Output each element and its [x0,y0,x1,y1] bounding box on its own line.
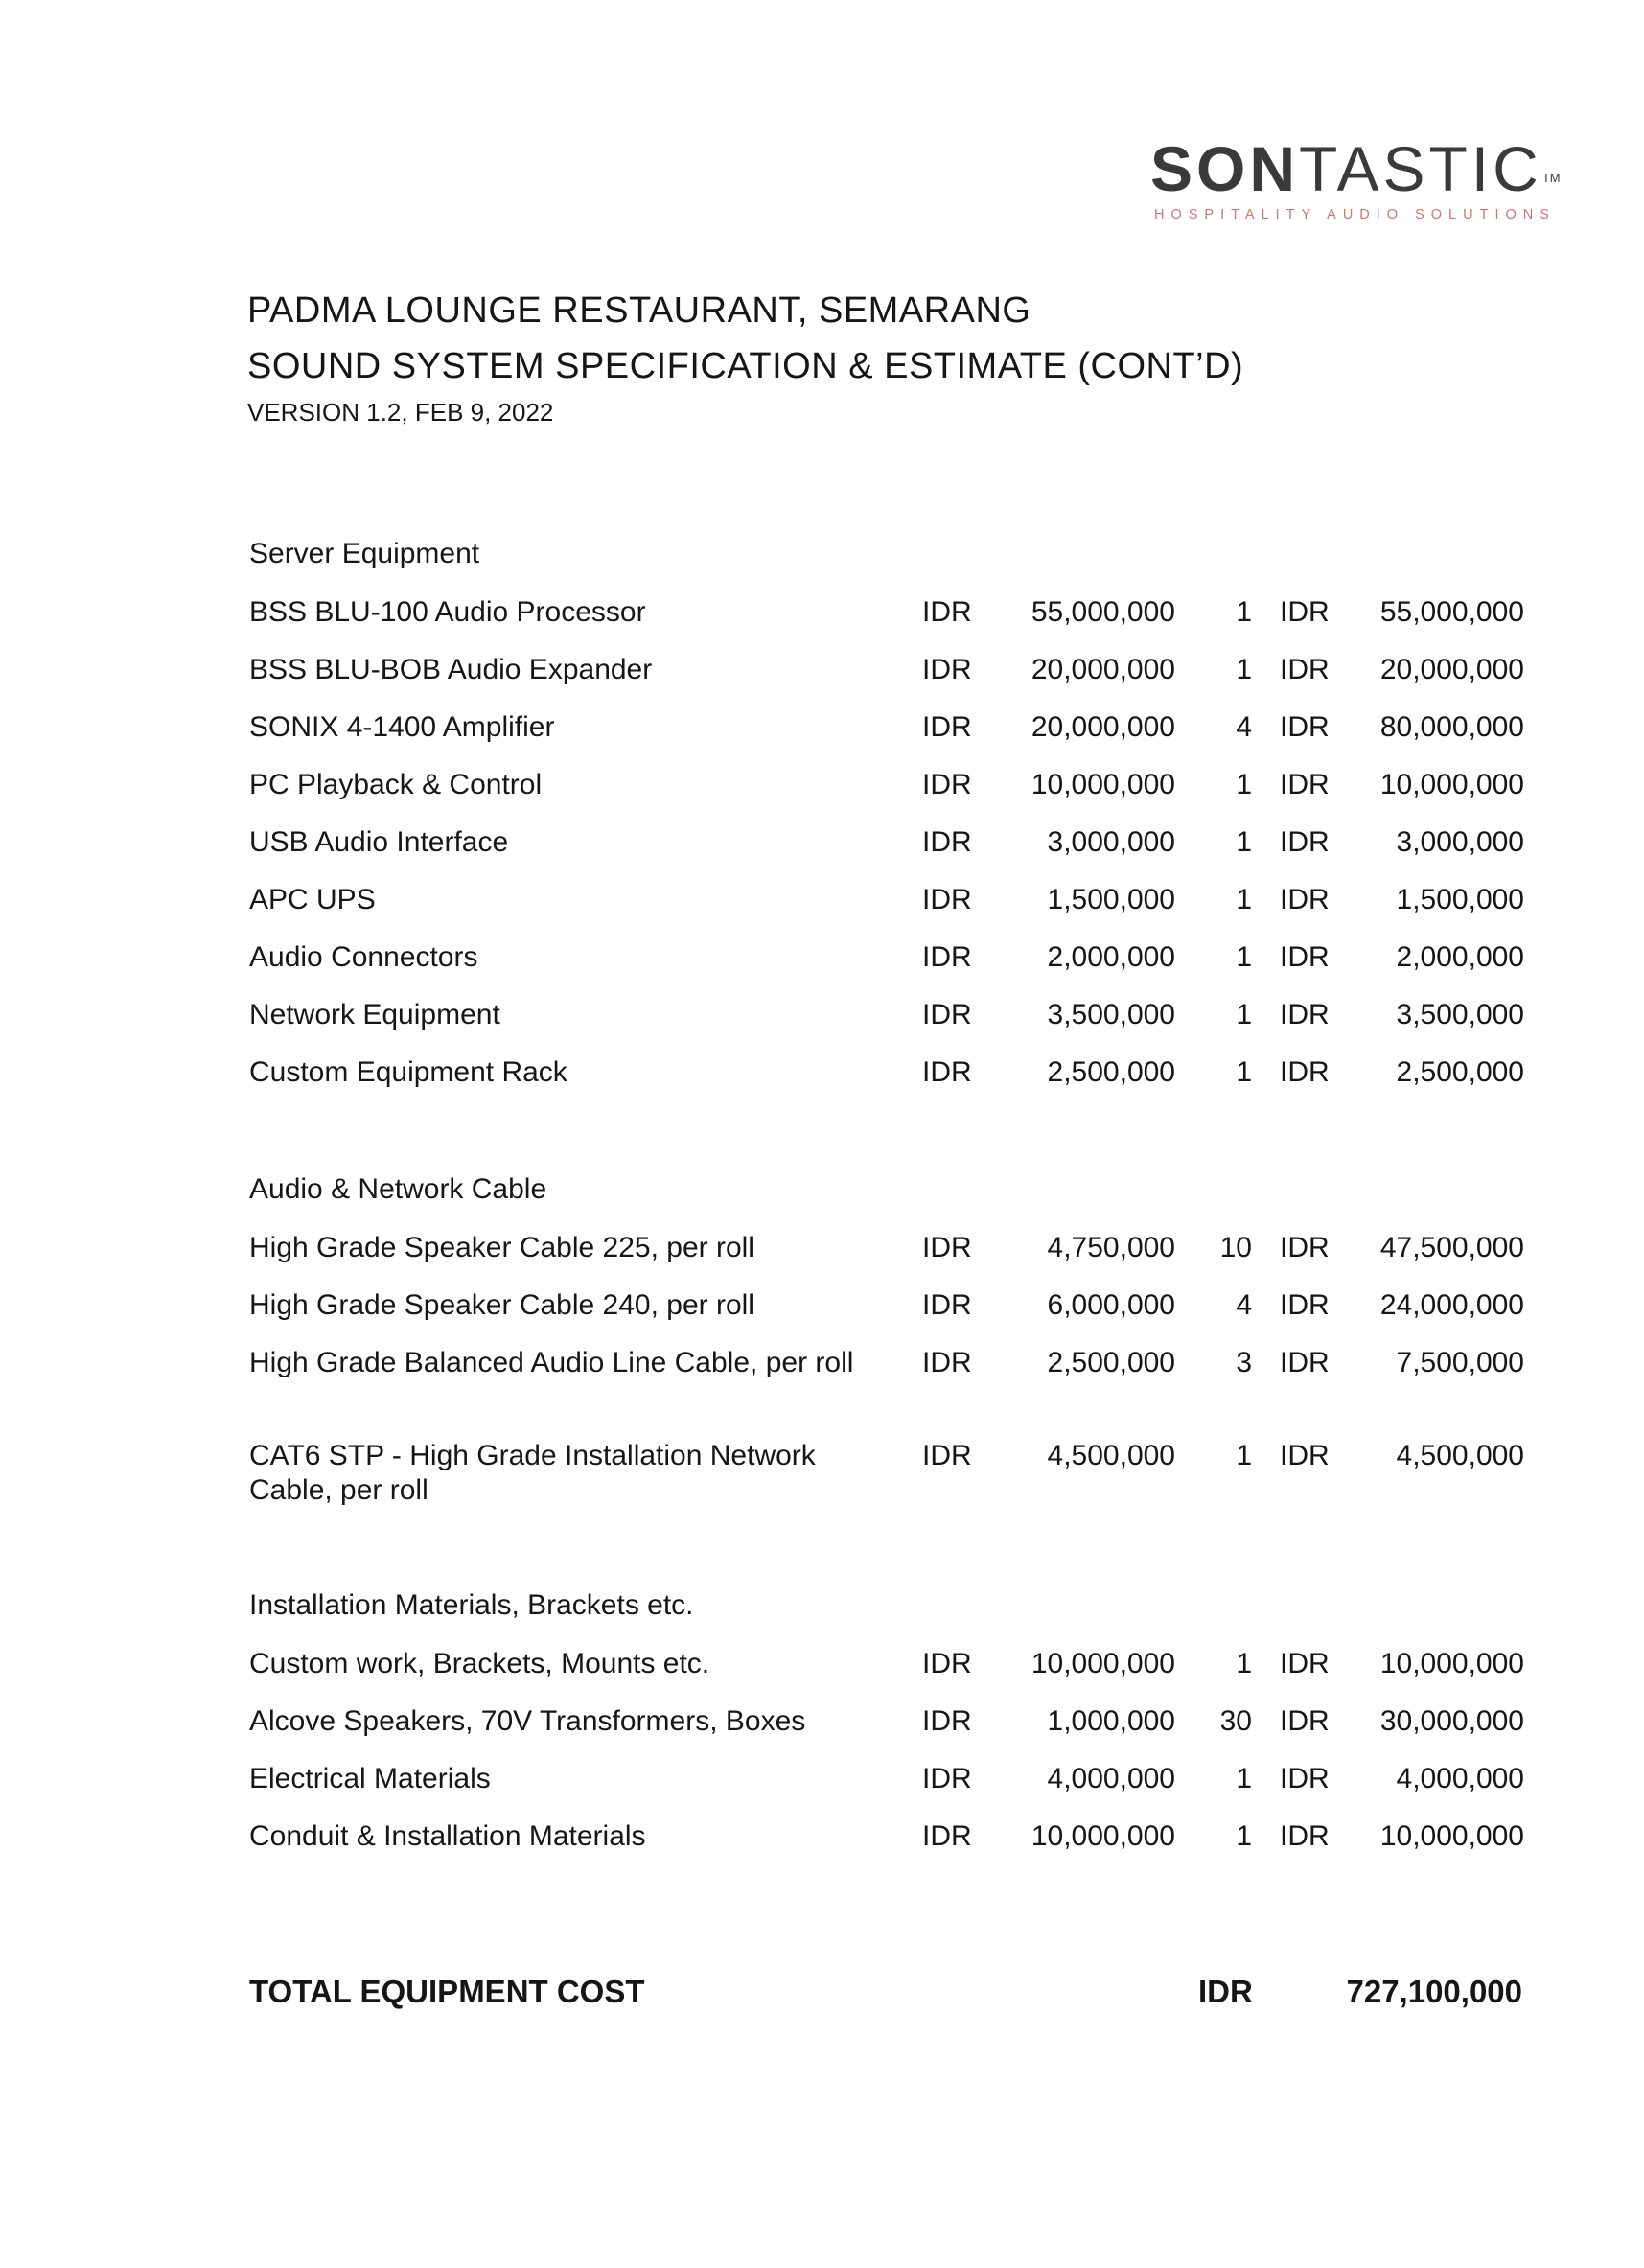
unit-price: 4,500,000 [1047,1440,1175,1471]
quantity: 1 [1236,826,1252,858]
item-name: Alcove Speakers, 70V Transformers, Boxes [249,1705,806,1737]
line-total: 2,500,000 [1396,1056,1524,1088]
line-item [249,1819,1524,1858]
document-title-line1: PADMA LOUNGE RESTAURANT, SEMARANG [247,290,1031,331]
unit-price-currency: IDR [922,769,972,800]
line-total-currency: IDR [1280,1648,1330,1679]
unit-price-currency: IDR [922,1648,972,1679]
sontastic-logo [1150,132,1567,222]
unit-price-currency: IDR [922,1232,972,1263]
unit-price-currency: IDR [922,1820,972,1852]
line-total: 2,000,000 [1396,941,1524,973]
line-item [249,883,1524,921]
item-name: APC UPS [249,884,376,915]
unit-price: 10,000,000 [1030,1820,1175,1852]
line-item [249,1439,1524,1512]
unit-price: 2,000,000 [1047,941,1175,973]
quantity: 1 [1236,1763,1252,1794]
logo-wordmark [1150,132,1567,205]
unit-price: 4,000,000 [1047,1763,1175,1794]
item-name: BSS BLU-100 Audio Processor [249,596,646,628]
line-total: 1,500,000 [1396,884,1524,915]
line-total-currency: IDR [1280,769,1330,800]
unit-price-currency: IDR [922,1763,972,1794]
quantity: 1 [1236,654,1252,685]
line-item [249,1231,1524,1269]
unit-price: 10,000,000 [1030,1648,1175,1679]
grand-total-row [249,1973,1524,2015]
line-item [249,1346,1524,1419]
line-item [249,710,1524,749]
item-name: SONIX 4-1400 Amplifier [249,711,555,743]
item-name: PC Playback & Control [249,769,543,800]
item-name: Conduit & Installation Materials [249,1820,646,1852]
line-total: 3,000,000 [1396,826,1524,858]
line-total-currency: IDR [1280,654,1330,685]
line-total-currency: IDR [1280,711,1330,743]
section-heading-audio-network-cable: Audio & Network Cable [249,1173,547,1205]
line-total: 4,000,000 [1396,1763,1524,1794]
line-total-currency: IDR [1280,1232,1330,1263]
unit-price: 1,500,000 [1047,884,1175,915]
unit-price-currency: IDR [922,941,972,973]
unit-price-currency: IDR [922,999,972,1030]
line-item [249,825,1524,864]
unit-price-currency: IDR [922,654,972,685]
line-total-currency: IDR [1280,1763,1330,1794]
item-name: Electrical Materials [249,1763,491,1794]
line-total-currency: IDR [1280,596,1330,628]
unit-price: 2,500,000 [1047,1347,1175,1378]
line-item [249,998,1524,1036]
grand-total-value: 727,100,000 [1346,1974,1522,2009]
line-item [249,1704,1524,1743]
unit-price-currency: IDR [922,1440,972,1471]
unit-price-currency: IDR [922,884,972,915]
section-heading-server-equipment: Server Equipment [249,538,480,569]
quantity: 1 [1236,596,1252,628]
unit-price-currency: IDR [922,711,972,743]
item-name: High Grade Balanced Audio Line Cable, per roll [249,1347,854,1378]
line-item [249,1762,1524,1800]
unit-price-currency: IDR [922,1289,972,1321]
line-item [249,1055,1524,1094]
grand-total-label: TOTAL EQUIPMENT COST [249,1974,645,2009]
line-total-currency: IDR [1280,1820,1330,1852]
logo-brand-light: TASTIC [1299,133,1542,204]
item-name: High Grade Speaker Cable 240, per roll [249,1289,754,1321]
section-heading-installation-materials: Installation Materials, Brackets etc. [249,1589,694,1621]
line-total-currency: IDR [1280,941,1330,973]
unit-price: 2,500,000 [1047,1056,1175,1088]
line-total-currency: IDR [1280,1705,1330,1737]
quantity: 3 [1236,1347,1252,1378]
item-name: CAT6 STP - High Grade Installation Network Cable, per roll [249,1440,816,1506]
quantity: 10 [1219,1232,1252,1263]
item-name: BSS BLU-BOB Audio Expander [249,654,653,685]
unit-price: 4,750,000 [1047,1232,1175,1263]
quantity: 4 [1236,711,1252,743]
unit-price: 20,000,000 [1030,711,1175,743]
line-item [249,1647,1524,1685]
line-total-currency: IDR [1280,1056,1330,1088]
line-item [249,768,1524,806]
quantity: 1 [1236,999,1252,1030]
line-total: 47,500,000 [1379,1232,1524,1263]
quantity: 1 [1236,1820,1252,1852]
logo-tagline: HOSPITALITY AUDIO SOLUTIONS [1154,207,1556,222]
logo-trademark: TM [1541,171,1561,185]
item-name: USB Audio Interface [249,826,509,858]
item-name: Custom work, Brackets, Mounts etc. [249,1648,710,1679]
line-item [249,940,1524,979]
unit-price: 55,000,000 [1030,596,1175,628]
line-total: 20,000,000 [1379,654,1524,685]
line-item [249,595,1524,634]
unit-price-currency: IDR [922,826,972,858]
quantity: 1 [1236,1648,1252,1679]
line-total-currency: IDR [1280,999,1330,1030]
quantity: 30 [1219,1705,1252,1737]
unit-price: 3,000,000 [1047,826,1175,858]
quantity: 1 [1236,884,1252,915]
quantity: 1 [1236,769,1252,800]
unit-price: 6,000,000 [1047,1289,1175,1321]
line-total: 55,000,000 [1379,596,1524,628]
line-item [249,653,1524,691]
document-version: VERSION 1.2, FEB 9, 2022 [247,398,554,427]
item-name: Audio Connectors [249,941,478,973]
unit-price-currency: IDR [922,596,972,628]
line-total: 80,000,000 [1379,711,1524,743]
document-title-line2: SOUND SYSTEM SPECIFICATION & ESTIMATE (CONT’D) [247,346,1244,386]
item-name: Custom Equipment Rack [249,1056,567,1088]
quantity: 1 [1236,941,1252,973]
unit-price: 20,000,000 [1030,654,1175,685]
line-total-currency: IDR [1280,1440,1330,1471]
unit-price-currency: IDR [922,1347,972,1378]
line-total: 3,500,000 [1396,999,1524,1030]
quantity: 4 [1236,1289,1252,1321]
item-name: Network Equipment [249,999,500,1030]
logo-brand-bold: SON [1150,133,1300,204]
line-total-currency: IDR [1280,884,1330,915]
item-name: High Grade Speaker Cable 225, per roll [249,1232,754,1263]
quantity: 1 [1236,1056,1252,1088]
unit-price: 3,500,000 [1047,999,1175,1030]
line-total-currency: IDR [1280,1289,1330,1321]
quantity: 1 [1236,1440,1252,1471]
line-total: 4,500,000 [1396,1440,1524,1471]
line-item [249,1288,1524,1327]
unit-price-currency: IDR [922,1705,972,1737]
line-total: 30,000,000 [1379,1705,1524,1737]
line-total: 10,000,000 [1379,769,1524,800]
line-total: 24,000,000 [1379,1289,1524,1321]
line-total: 10,000,000 [1379,1648,1524,1679]
unit-price: 1,000,000 [1047,1705,1175,1737]
unit-price-currency: IDR [922,1056,972,1088]
grand-total-currency: IDR [1198,1974,1253,2009]
line-total-currency: IDR [1280,1347,1330,1378]
line-total-currency: IDR [1280,826,1330,858]
line-total: 7,500,000 [1396,1347,1524,1378]
line-total: 10,000,000 [1379,1820,1524,1852]
unit-price: 10,000,000 [1030,769,1175,800]
